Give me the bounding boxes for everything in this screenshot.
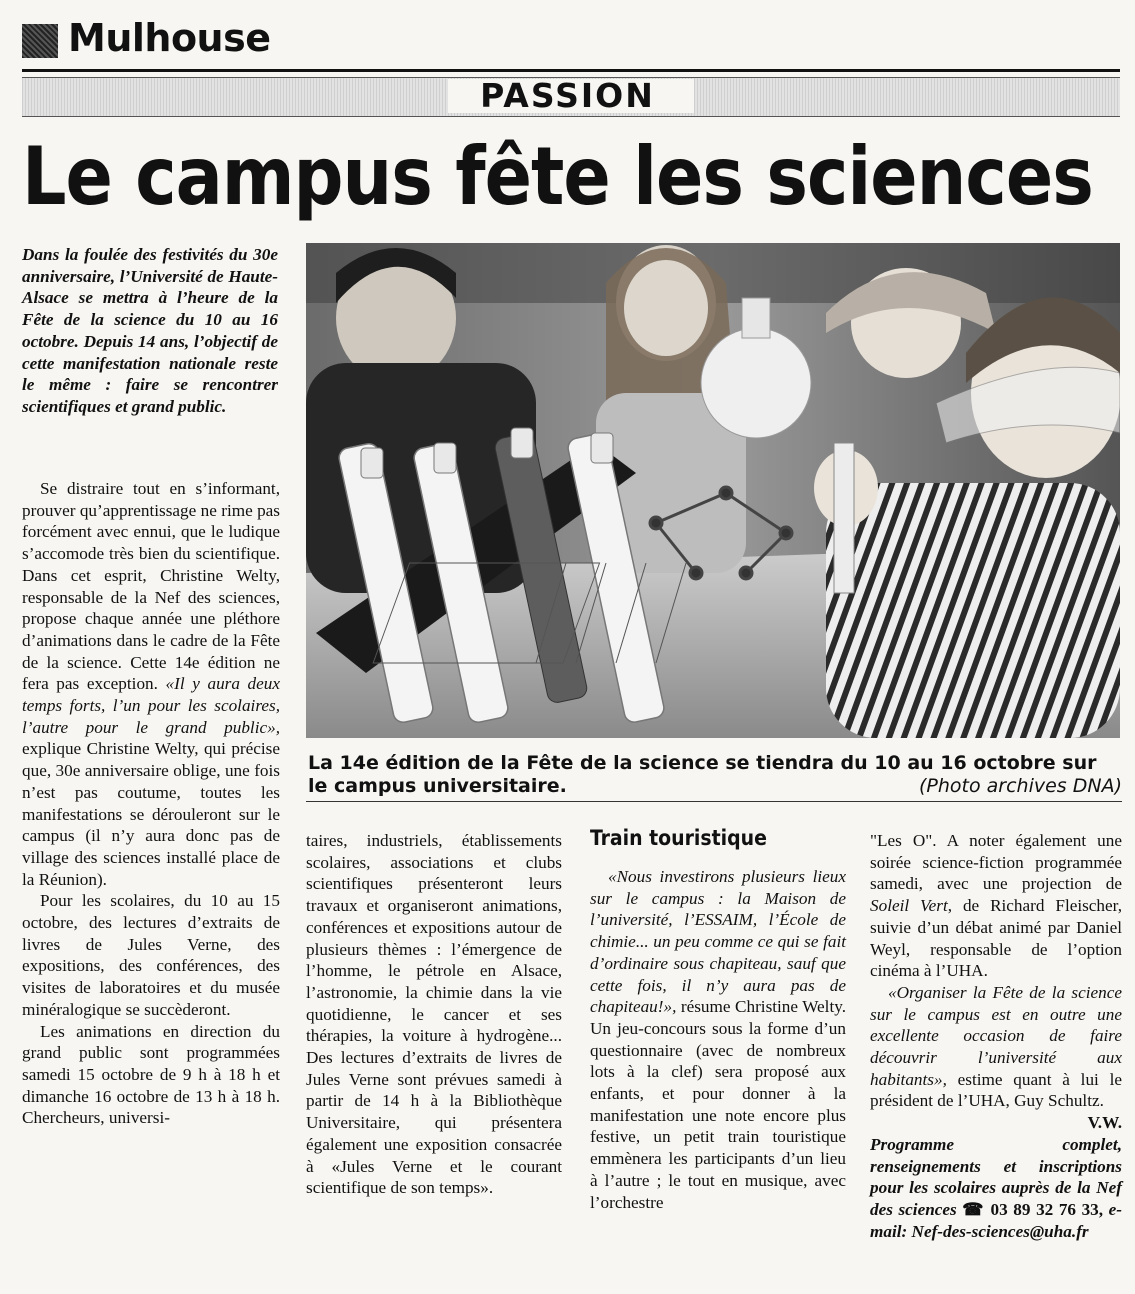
film-title: Soleil Vert — [870, 896, 948, 916]
article-column-4 — [870, 830, 1122, 1242]
body-paragraph: taires, industriels, établissements scolaires, associations et clubs scientifiques présenteront leurs travaux et organiseront animations, conférences et expositions autour de plusieurs thèmes : l’émergence de l’homme, le pétrole en Alsace, l’astronomie, la chimie dans la vie quotidienne, le cancer et ses thérapies, la voiture à hydrogène... Des lectures d’extraits de livres de Jules Verne sont prévues samedi à partir de 14 h à la Bibliothèque Universitaire, qui présentera également une exposition consacrée à «Jules Verne et le courant scientifique de son temps». — [306, 831, 562, 1198]
caption-rule — [306, 801, 1122, 802]
quote: «Organiser la Fête de la science sur le campus est en outre une excellente occasion de faire découvrir l’université aux habitants», — [870, 982, 1122, 1089]
body-paragraph: Se distraire tout en s’informant, prouver qu’apprentissage ne rime pas forcément avec ennui, que le ludique s’accomode très bien du scientifique. Dans cet esprit, Christine Welty, responsable de la Nef des sciences, propose chaque année une pléthore d’animations dans le cadre de la Fête de la science. Cette 14e édition ne fera pas exception. «Il y aura deux temps forts, l’un pour les scolaires, l’autre pour le grand public», explique Christine Welty, qui précise que, 30e anniversaire oblige, une fois n’est pas coutume, toutes les manifestations se dérouleront sur le campus (il n’y aura donc pas de village des sciences installé place de la Réunion). — [22, 479, 280, 889]
email-address[interactable]: e-mail: Nef-des-sciences@uha.fr — [870, 1199, 1123, 1241]
body-paragraph: «Nous investirons plusieurs lieux sur le campus : la Maison de l’université, l’ESSAIM, l’École de chimie... un peu comme ce qui se fait d’ordinaire sous chapiteau, sauf que cette fois, il n’y aura pas de chapiteau!», résume Christine Welty. Un jeu-concours sous la forme d’un questionnaire (avec de nombreux lots à la clef) sera proposé aux enfants, et pour donner à la manifestation une note encore plus festive, un petit train touristique emmènera les participants d’un lieu à l’autre ; le tout en musique, avec l’orchestre — [590, 867, 846, 1212]
section-marker-icon — [22, 24, 58, 58]
article-column-1 — [22, 478, 280, 1129]
top-rule — [22, 69, 1120, 72]
kicker: PASSION — [480, 76, 655, 115]
article-column-2 — [306, 830, 562, 1199]
body-paragraph: Les animations en direction du grand public sont programmées samedi 15 octobre de 9 h à 18 h et dimanche 16 octobre de 13 h à 18 h. Chercheurs, universi- — [22, 1021, 280, 1128]
author-signature: V.W. — [1087, 1113, 1122, 1133]
article-column-3 — [590, 866, 846, 1213]
headline: Le campus fête les sciences — [22, 130, 1093, 223]
phone-number: ☎ 03 89 32 76 33, — [962, 1199, 1104, 1219]
children-science-photo — [306, 243, 1120, 738]
article-photo — [306, 243, 1120, 738]
photo-caption — [308, 752, 1122, 798]
quote: «Nous investirons plusieurs lieux sur le campus : la Maison de l’université, l’ESSAIM, l’École de chimie... un peu comme ce qui se fait d’ordinaire sous chapiteau, sauf que cette fois, il n’y aura pas de chapiteau!», — [590, 867, 846, 1017]
body-paragraph: Pour les scolaires, du 10 au 15 octobre, des lectures d’extraits de livres de Jules Verne, des expositions, des conférences, des visites de laboratoires et du musée minéralogique se succèderont. — [22, 891, 280, 1019]
caption-text: La 14e édition de la Fête de la science se tiendra du 10 au 16 octobre sur le campus universitaire. — [308, 752, 1097, 797]
photo-credit: (Photo archives DNA) — [919, 775, 1122, 797]
body-paragraph: «Organiser la Fête de la science sur le campus est en outre une excellente occasion de faire découvrir l’université aux habitants», estime quant à lui le président de l’UHA, Guy Schultz. V.W. — [870, 982, 1122, 1133]
body-paragraph: "Les O". A noter également une soirée science-fiction programmée samedi, avec une projection de Soleil Vert, de Richard Fleischer, suivie d’un débat animé par Daniel Weyl, responsable de l’option cinéma à l’UHA. — [870, 831, 1122, 981]
quote: «Il y aura deux temps forts, l’un pour les scolaires, l’autre pour le grand public», — [22, 674, 280, 737]
lead-paragraph: Dans la foulée des festivités du 30e anniversaire, l’Université de Haute-Alsace se mettra à l’heure de la Fête de la science du 10 au 16 octobre. Depuis 14 ans, l’objectif de cette manifestation nationale reste le même : faire se rencontrer scientifiques et grand public. — [22, 245, 278, 416]
section-name: Mulhouse — [68, 16, 271, 60]
subheading: Train touristique — [590, 826, 767, 850]
contact-info: Programme complet, renseignements et inscriptions pour les scolaires auprès de la Nef des sciences ☎ 03 89 32 76 33, e-mail: Nef-des-sciences@uha.fr — [870, 1134, 1123, 1241]
